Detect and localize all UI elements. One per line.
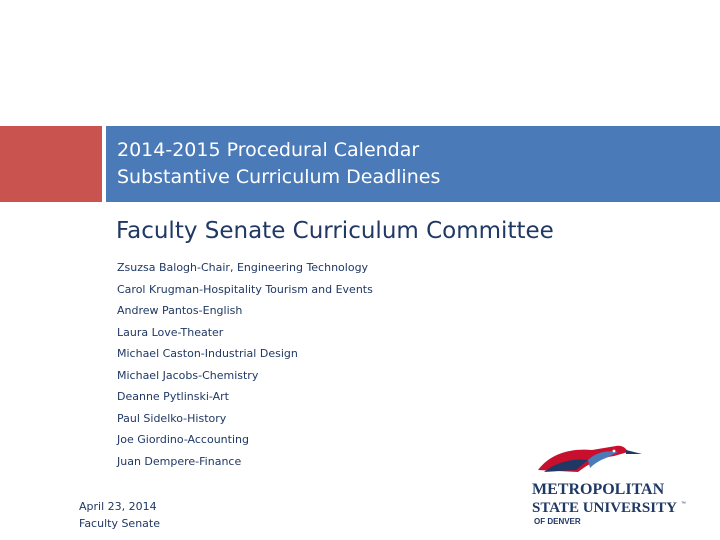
footer-label: Faculty Senate — [79, 517, 160, 530]
logo-line-2: STATE UNIVERSITY — [532, 500, 677, 516]
roadrunner-logo-icon — [538, 446, 642, 472]
footer — [79, 498, 160, 532]
university-logo — [530, 440, 690, 530]
member-item: Michael Jacobs-Chemistry — [117, 368, 259, 382]
logo-line-3: OF DENVER — [534, 517, 581, 526]
member-item: Andrew Pantos-English — [117, 304, 243, 317]
member-item: Paul Sidelko-History — [117, 411, 227, 425]
logo-tm: ™ — [681, 501, 686, 507]
title-line-2: Substantive Curriculum Deadlines — [117, 166, 441, 188]
committee-heading: Faculty Senate Curriculum Committee — [116, 218, 554, 244]
title-line-1: 2014-2015 Procedural Calendar — [117, 139, 420, 161]
member-item: Carol Krugman-Hospitality Tourism and Events — [117, 282, 373, 296]
logo-line-1: METROPOLITAN — [532, 481, 665, 498]
title-bar — [106, 126, 720, 202]
member-item: Michael Caston-Industrial Design — [117, 347, 298, 360]
member-item: Laura Love-Theater — [117, 325, 224, 339]
member-item: Deanne Pytlinski-Art — [117, 390, 229, 403]
member-list — [117, 257, 373, 472]
member-item: Zsuzsa Balogh-Chair, Engineering Technology — [117, 261, 369, 274]
member-item: Juan Dempere-Finance — [117, 454, 242, 468]
member-item: Joe Giordino-Accounting — [117, 433, 249, 446]
accent-block — [0, 126, 102, 202]
footer-date: April 23, 2014 — [79, 500, 157, 513]
